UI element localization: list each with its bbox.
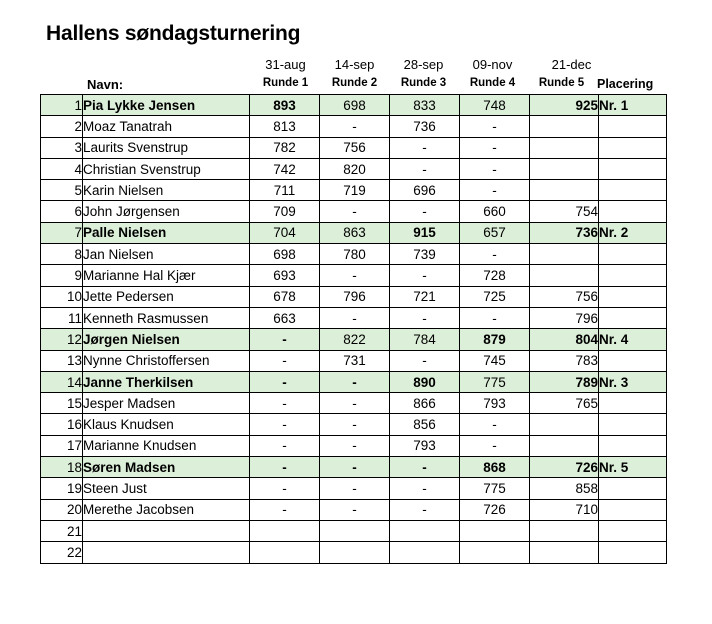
score-cell-round-3[interactable]: -: [390, 350, 460, 371]
name-cell[interactable]: Jette Pedersen: [83, 286, 250, 307]
name-cell[interactable]: Marianne Knudsen: [83, 435, 250, 456]
score-cell-round-4[interactable]: [460, 542, 530, 563]
score-cell-round-1[interactable]: -: [250, 435, 320, 456]
score-cell-round-4[interactable]: 660: [460, 201, 530, 222]
row-number-cell[interactable]: 7: [41, 222, 83, 243]
table-row: [41, 350, 667, 371]
name-cell[interactable]: Christian Svenstrup: [83, 158, 250, 179]
placement-cell[interactable]: [599, 116, 667, 137]
name-cell[interactable]: Moaz Tanatrah: [83, 116, 250, 137]
row-number-cell[interactable]: 13: [41, 350, 83, 371]
score-cell-round-2[interactable]: 731: [320, 350, 390, 371]
name-cell[interactable]: Jan Nielsen: [83, 244, 250, 265]
score-cell-round-5[interactable]: [530, 116, 599, 137]
score-cell-round-2[interactable]: -: [320, 201, 390, 222]
table-row: [41, 95, 667, 116]
score-cell-round-1[interactable]: -: [250, 478, 320, 499]
table-row: [41, 329, 667, 350]
score-cell-round-3[interactable]: -: [390, 457, 460, 478]
table-row: [41, 307, 667, 328]
score-cell-round-4[interactable]: 879: [460, 329, 530, 350]
placement-cell[interactable]: [599, 478, 667, 499]
name-cell[interactable]: Jesper Madsen: [83, 393, 250, 414]
score-cell-round-1[interactable]: [250, 542, 320, 563]
score-cell-round-4[interactable]: 775: [460, 371, 530, 392]
score-cell-round-1[interactable]: 813: [250, 116, 320, 137]
score-cell-round-2[interactable]: -: [320, 414, 390, 435]
table-row: [41, 457, 667, 478]
placement-cell[interactable]: [599, 201, 667, 222]
header-round-1: Runde 1: [262, 77, 309, 89]
score-cell-round-5[interactable]: 783: [530, 350, 599, 371]
row-number-cell[interactable]: 17: [41, 435, 83, 456]
score-cell-round-2[interactable]: [320, 542, 390, 563]
table-row: [41, 286, 667, 307]
table-row: [41, 393, 667, 414]
row-number-cell[interactable]: 14: [41, 371, 83, 392]
name-cell[interactable]: John Jørgensen: [83, 201, 250, 222]
score-cell-round-3[interactable]: -: [390, 307, 460, 328]
table-row: [41, 137, 667, 158]
table-row: [41, 116, 667, 137]
score-cell-round-1[interactable]: 704: [250, 222, 320, 243]
score-cell-round-1[interactable]: -: [250, 393, 320, 414]
table-row: [41, 265, 667, 286]
row-number-cell[interactable]: 12: [41, 329, 83, 350]
score-cell-round-1[interactable]: -: [250, 329, 320, 350]
header-round-4: Runde 4: [469, 77, 516, 89]
placement-cell[interactable]: [599, 435, 667, 456]
score-cell-round-2[interactable]: -: [320, 371, 390, 392]
score-cell-round-3[interactable]: -: [390, 201, 460, 222]
placement-cell[interactable]: Nr. 3: [599, 371, 667, 392]
score-cell-round-3[interactable]: -: [390, 137, 460, 158]
row-number-cell[interactable]: 6: [41, 201, 83, 222]
score-cell-round-2[interactable]: [320, 520, 390, 541]
score-cell-round-5[interactable]: [530, 137, 599, 158]
score-cell-round-1[interactable]: 782: [250, 137, 320, 158]
score-cell-round-5[interactable]: [530, 435, 599, 456]
score-cell-round-5[interactable]: 756: [530, 286, 599, 307]
header-name: Navn:: [87, 77, 124, 92]
placement-cell[interactable]: [599, 265, 667, 286]
score-cell-round-3[interactable]: 739: [390, 244, 460, 265]
score-cell-round-2[interactable]: 796: [320, 286, 390, 307]
score-cell-round-4[interactable]: -: [460, 180, 530, 201]
score-cell-round-5[interactable]: [530, 520, 599, 541]
placement-cell[interactable]: [599, 307, 667, 328]
score-cell-round-4[interactable]: -: [460, 116, 530, 137]
score-cell-round-2[interactable]: 698: [320, 95, 390, 116]
placement-cell[interactable]: Nr. 4: [599, 329, 667, 350]
header-placement: Placering: [597, 77, 654, 91]
score-cell-round-3[interactable]: 793: [390, 435, 460, 456]
score-cell-round-4[interactable]: -: [460, 307, 530, 328]
table-row: [41, 158, 667, 179]
placement-cell[interactable]: [599, 244, 667, 265]
date-round-3: 28-sep: [403, 57, 444, 72]
score-cell-round-1[interactable]: 742: [250, 158, 320, 179]
score-cell-round-3[interactable]: -: [390, 478, 460, 499]
header-round-2: Runde 2: [331, 77, 378, 89]
row-number-cell[interactable]: 5: [41, 180, 83, 201]
date-round-2: 14-sep: [334, 57, 375, 72]
row-number-cell[interactable]: 10: [41, 286, 83, 307]
score-cell-round-2[interactable]: -: [320, 116, 390, 137]
row-number-cell[interactable]: 16: [41, 414, 83, 435]
placement-cell[interactable]: Nr. 2: [599, 222, 667, 243]
score-cell-round-1[interactable]: 663: [250, 307, 320, 328]
name-cell[interactable]: Kenneth Rasmussen: [83, 307, 250, 328]
name-cell[interactable]: [83, 520, 250, 541]
score-cell-round-4[interactable]: 793: [460, 393, 530, 414]
sheet-title: Hallens søndagsturnering: [46, 22, 301, 45]
score-cell-round-5[interactable]: 925: [530, 95, 599, 116]
score-cell-round-5[interactable]: 789: [530, 371, 599, 392]
name-cell[interactable]: Karin Nielsen: [83, 180, 250, 201]
score-cell-round-5[interactable]: 754: [530, 201, 599, 222]
placement-cell[interactable]: [599, 520, 667, 541]
score-cell-round-2[interactable]: 820: [320, 158, 390, 179]
name-cell[interactable]: Pia Lykke Jensen: [83, 95, 250, 116]
name-cell[interactable]: Steen Just: [83, 478, 250, 499]
score-cell-round-2[interactable]: 756: [320, 137, 390, 158]
score-cell-round-4[interactable]: [460, 520, 530, 541]
score-cell-round-5[interactable]: 804: [530, 329, 599, 350]
name-cell[interactable]: Janne Therkilsen: [83, 371, 250, 392]
score-cell-round-2[interactable]: -: [320, 499, 390, 520]
score-cell-round-4[interactable]: 728: [460, 265, 530, 286]
row-number-cell[interactable]: 15: [41, 393, 83, 414]
name-cell[interactable]: Laurits Svenstrup: [83, 137, 250, 158]
score-cell-round-4[interactable]: -: [460, 158, 530, 179]
score-cell-round-3[interactable]: 915: [390, 222, 460, 243]
row-number-cell[interactable]: 4: [41, 158, 83, 179]
score-cell-round-5[interactable]: [530, 244, 599, 265]
row-number-cell[interactable]: 9: [41, 265, 83, 286]
score-cell-round-1[interactable]: 709: [250, 201, 320, 222]
score-cell-round-5[interactable]: 858: [530, 478, 599, 499]
score-cell-round-4[interactable]: 725: [460, 286, 530, 307]
placement-cell[interactable]: [599, 542, 667, 563]
score-cell-round-4[interactable]: 775: [460, 478, 530, 499]
score-cell-round-3[interactable]: [390, 542, 460, 563]
score-cell-round-1[interactable]: 698: [250, 244, 320, 265]
score-cell-round-2[interactable]: -: [320, 478, 390, 499]
score-cell-round-2[interactable]: -: [320, 435, 390, 456]
placement-cell[interactable]: [599, 137, 667, 158]
score-cell-round-2[interactable]: 780: [320, 244, 390, 265]
score-cell-round-3[interactable]: 736: [390, 116, 460, 137]
table-row: [41, 222, 667, 243]
placement-cell[interactable]: Nr. 5: [599, 457, 667, 478]
score-cell-round-1[interactable]: 711: [250, 180, 320, 201]
score-cell-round-4[interactable]: 726: [460, 499, 530, 520]
score-cell-round-3[interactable]: -: [390, 499, 460, 520]
name-cell[interactable]: Merethe Jacobsen: [83, 499, 250, 520]
date-round-5: 21-dec: [551, 57, 592, 72]
placement-cell[interactable]: [599, 158, 667, 179]
score-cell-round-2[interactable]: 719: [320, 180, 390, 201]
row-number-cell[interactable]: 2: [41, 116, 83, 137]
placement-cell[interactable]: Nr. 1: [599, 95, 667, 116]
score-cell-round-1[interactable]: 678: [250, 286, 320, 307]
score-cell-round-2[interactable]: -: [320, 393, 390, 414]
score-cell-round-3[interactable]: -: [390, 265, 460, 286]
score-cell-round-5[interactable]: 796: [530, 307, 599, 328]
score-cell-round-1[interactable]: -: [250, 499, 320, 520]
score-cell-round-1[interactable]: [250, 520, 320, 541]
row-number-cell[interactable]: 8: [41, 244, 83, 265]
score-cell-round-4[interactable]: 657: [460, 222, 530, 243]
name-cell[interactable]: Klaus Knudsen: [83, 414, 250, 435]
score-cell-round-4[interactable]: -: [460, 414, 530, 435]
row-number-cell[interactable]: 18: [41, 457, 83, 478]
score-cell-round-5[interactable]: 736: [530, 222, 599, 243]
name-cell[interactable]: Marianne Hal Kjær: [83, 265, 250, 286]
score-cell-round-4[interactable]: 748: [460, 95, 530, 116]
table-row: [41, 371, 667, 392]
score-cell-round-2[interactable]: -: [320, 307, 390, 328]
table-row: [41, 414, 667, 435]
table-row: [41, 201, 667, 222]
score-cell-round-5[interactable]: [530, 265, 599, 286]
score-cell-round-1[interactable]: -: [250, 371, 320, 392]
row-number-cell[interactable]: 3: [41, 137, 83, 158]
score-cell-round-5[interactable]: [530, 158, 599, 179]
name-cell[interactable]: Søren Madsen: [83, 457, 250, 478]
table-row: [41, 435, 667, 456]
score-cell-round-2[interactable]: -: [320, 457, 390, 478]
header-round-5: Runde 5: [538, 77, 585, 89]
table-row: [41, 542, 667, 563]
score-cell-round-4[interactable]: 868: [460, 457, 530, 478]
row-number-cell[interactable]: 22: [41, 542, 83, 563]
score-cell-round-3[interactable]: 866: [390, 393, 460, 414]
score-cell-round-3[interactable]: 721: [390, 286, 460, 307]
placement-cell[interactable]: [599, 393, 667, 414]
score-cell-round-3[interactable]: [390, 520, 460, 541]
header-round-3: Runde 3: [400, 77, 447, 89]
score-cell-round-5[interactable]: [530, 180, 599, 201]
score-cell-round-2[interactable]: 863: [320, 222, 390, 243]
score-cell-round-5[interactable]: [530, 542, 599, 563]
name-cell[interactable]: Nynne Christoffersen: [83, 350, 250, 371]
score-cell-round-2[interactable]: 822: [320, 329, 390, 350]
score-cell-round-4[interactable]: -: [460, 137, 530, 158]
score-cell-round-3[interactable]: -: [390, 158, 460, 179]
placement-cell[interactable]: [599, 499, 667, 520]
name-cell[interactable]: [83, 542, 250, 563]
score-cell-round-4[interactable]: 745: [460, 350, 530, 371]
name-cell[interactable]: Palle Nielsen: [83, 222, 250, 243]
score-cell-round-4[interactable]: -: [460, 435, 530, 456]
score-cell-round-3[interactable]: 890: [390, 371, 460, 392]
score-cell-round-1[interactable]: -: [250, 414, 320, 435]
row-number-cell[interactable]: 11: [41, 307, 83, 328]
score-cell-round-5[interactable]: [530, 414, 599, 435]
score-cell-round-5[interactable]: 765: [530, 393, 599, 414]
score-cell-round-1[interactable]: -: [250, 457, 320, 478]
score-cell-round-1[interactable]: -: [250, 350, 320, 371]
score-cell-round-5[interactable]: 710: [530, 499, 599, 520]
score-cell-round-4[interactable]: -: [460, 244, 530, 265]
placement-cell[interactable]: [599, 286, 667, 307]
row-number-cell[interactable]: 20: [41, 499, 83, 520]
table-row: [41, 180, 667, 201]
placement-cell[interactable]: [599, 180, 667, 201]
score-cell-round-3[interactable]: 833: [390, 95, 460, 116]
date-round-1: 31-aug: [265, 57, 306, 72]
score-cell-round-1[interactable]: 693: [250, 265, 320, 286]
row-number-cell[interactable]: 1: [41, 95, 83, 116]
row-number-cell[interactable]: 21: [41, 520, 83, 541]
score-cell-round-3[interactable]: 784: [390, 329, 460, 350]
placement-cell[interactable]: [599, 414, 667, 435]
date-round-4: 09-nov: [472, 57, 513, 72]
row-number-cell[interactable]: 19: [41, 478, 83, 499]
table-row: [41, 478, 667, 499]
results-table: [40, 94, 667, 564]
score-cell-round-2[interactable]: -: [320, 265, 390, 286]
score-cell-round-1[interactable]: 893: [250, 95, 320, 116]
score-cell-round-3[interactable]: 856: [390, 414, 460, 435]
placement-cell[interactable]: [599, 350, 667, 371]
score-cell-round-5[interactable]: 726: [530, 457, 599, 478]
table-row: [41, 499, 667, 520]
score-cell-round-3[interactable]: 696: [390, 180, 460, 201]
name-cell[interactable]: Jørgen Nielsen: [83, 329, 250, 350]
table-row: [41, 244, 667, 265]
table-row: [41, 520, 667, 541]
